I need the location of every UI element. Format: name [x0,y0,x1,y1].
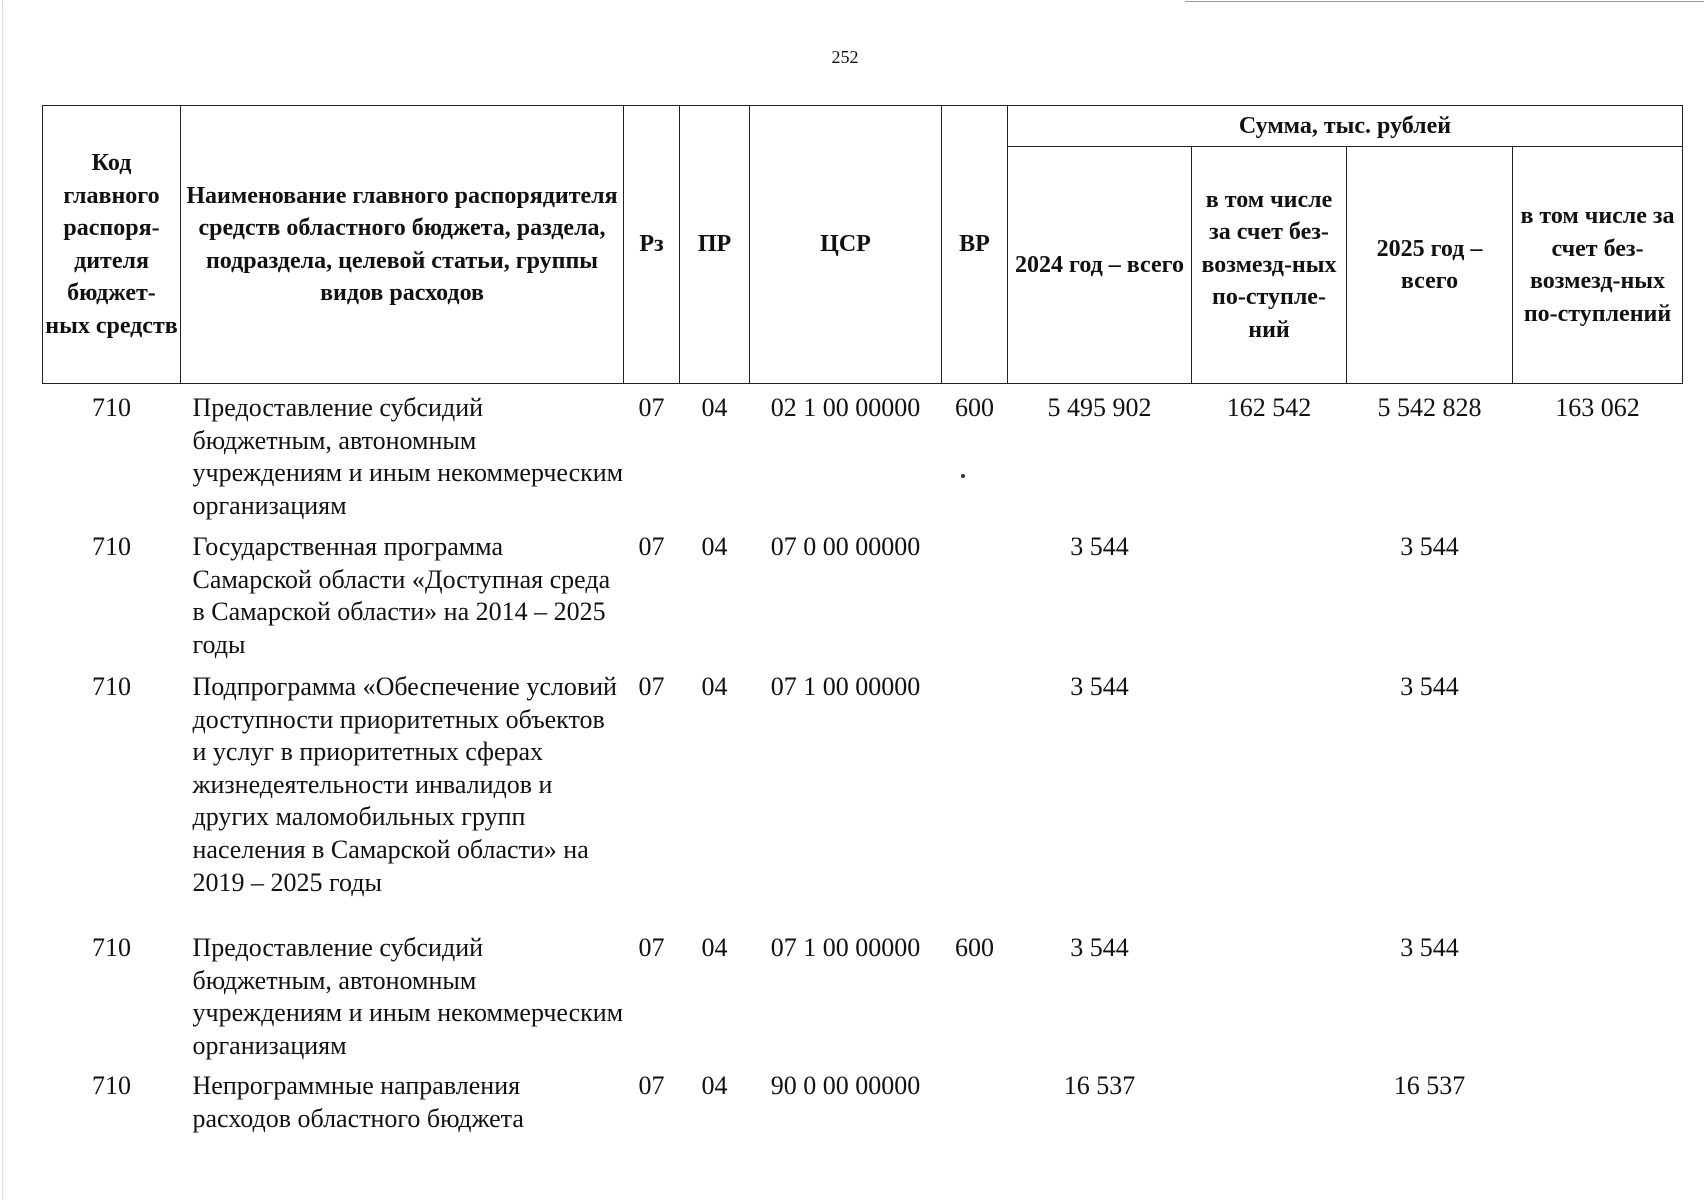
cell-vr [942,523,1008,663]
cell-2025-total: 3 544 [1400,933,1459,962]
cell-name: Предоставление субсидий бюджетным, автономным учреждениям и иным некоммерческим организациям [192,393,624,520]
cell-pr: 04 [701,1071,728,1101]
cell-2025-grants: 163 062 [1555,393,1640,422]
cell-2024-grants: 162 542 [1226,393,1312,422]
cell-2024-total: 16 537 [1063,1071,1136,1101]
table-row [43,663,1683,924]
cell-vr [942,1062,1008,1158]
cell-2024-total: 3 544 [1070,532,1129,561]
cell-2025-total: 16 537 [1393,1071,1466,1101]
cell-2025-total: 5 542 828 [1377,393,1482,422]
cell-csr: 02 1 00 00000 [770,393,921,422]
cell-code: 710 [92,393,131,422]
header-sum-group: Сумма, тыс. рублей [1008,106,1683,147]
header-2025-grants: в том числе за счет без-возмезд-ных по-ступлений [1513,147,1683,384]
cell-2024-total: 5 495 902 [1047,393,1152,422]
cell-rz: 07 [638,393,665,422]
cell-vr [942,663,1008,924]
table-header [43,106,1683,384]
budget-table [42,105,1683,1158]
scan-left-edge [2,0,3,1200]
header-2025-total: 2025 год – всего [1347,147,1513,384]
header-code: Код главного распоря-дителя бюджет-ных средств [43,106,181,384]
cell-2024-grants [1192,663,1347,924]
cell-pr: 04 [701,933,728,962]
cell-rz: 07 [638,672,665,701]
cell-csr: 07 1 00 00000 [770,672,921,701]
cell-csr: 07 1 00 00000 [770,933,921,962]
cell-2024-total: 3 544 [1070,933,1129,962]
cell-code: 710 [92,672,131,701]
header-2024-total: 2024 год – всего [1008,147,1192,384]
cell-pr: 04 [701,532,728,561]
cell-name: Государственная программа Самарской области «Доступная среда в Самарской области» на 2014 – 2025 годы [192,532,611,659]
header-rz: Рз [624,106,680,384]
cell-2024-grants [1192,1062,1347,1158]
cell-2024-grants [1192,924,1347,1062]
cell-code: 710 [92,532,131,561]
cell-2024-grants [1192,523,1347,663]
cell-vr: 600 [955,393,994,422]
cell-code: 710 [92,933,131,962]
header-csr: ЦСР [750,106,942,384]
cell-rz: 07 [638,1071,665,1101]
cell-2025-total: 3 544 [1400,672,1459,701]
header-name: Наименование главного распорядителя средств областного бюджета, раздела, подраздела, целевой статьи, группы видов расходов [181,106,624,384]
cell-rz: 07 [638,532,665,561]
table-row [43,384,1683,524]
header-vr: ВР [942,106,1008,384]
cell-pr: 04 [701,672,728,701]
cell-name: Непрограммные направления расходов областного бюджета [192,1071,524,1133]
cell-2025-grants [1513,663,1683,924]
table-row [43,924,1683,1062]
scan-top-line [1185,1,1704,2]
cell-name: Предоставление субсидий бюджетным, автономным учреждениям и иным некоммерческим организациям [192,933,624,1060]
header-pr: ПР [680,106,750,384]
scan-speck [961,474,965,478]
table-body [43,384,1683,1159]
cell-rz: 07 [638,933,665,962]
table-row [43,1062,1683,1158]
cell-2025-grants [1513,1062,1683,1158]
cell-2024-total: 3 544 [1070,672,1129,701]
cell-2025-total: 3 544 [1400,532,1459,561]
cell-2025-grants [1513,924,1683,1062]
cell-code: 710 [92,1071,131,1101]
page-number: 252 [831,47,859,67]
cell-pr: 04 [701,393,728,422]
cell-2025-grants [1513,523,1683,663]
table-row [43,523,1683,663]
header-2024-grants: в том числе за счет без-возмезд-ных по-ступле-ний [1192,147,1347,384]
cell-csr: 90 0 00 00000 [770,1071,921,1101]
cell-vr: 600 [955,933,994,962]
cell-csr: 07 0 00 00000 [770,532,921,561]
cell-name: Подпрограмма «Обеспечение условий доступности приоритетных объектов и услуг в приоритетных сферах жизнедеятельности инвалидов и других маломобильных групп населения в Самарской области» на 2019 – 2025 годы [192,672,617,897]
